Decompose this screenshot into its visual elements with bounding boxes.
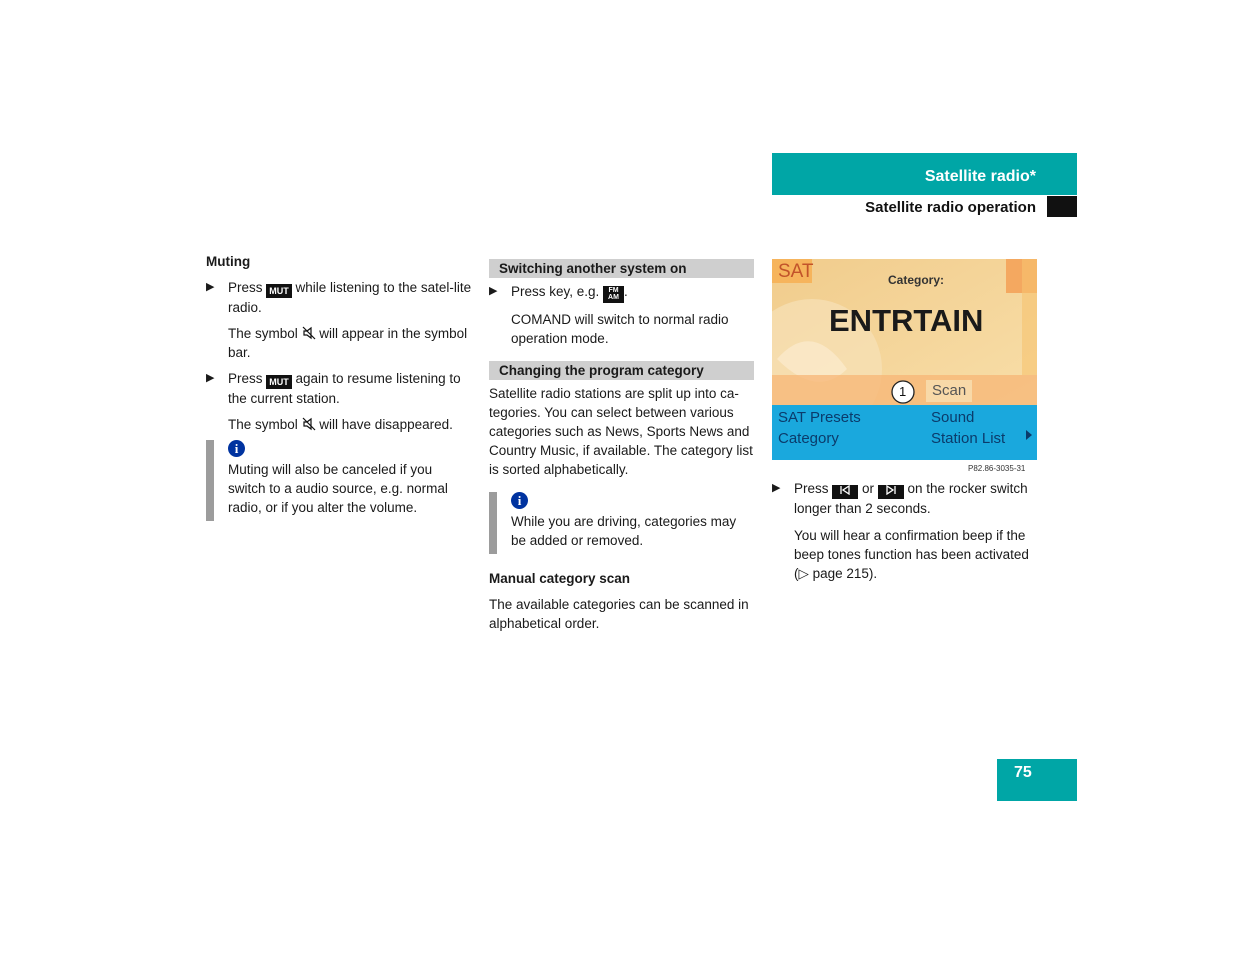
comand-screen-figure [772,259,1037,460]
page-number-tab [997,759,1077,801]
step-mute: ▶ Press MUT while listening to the satel-lite radio. [206,280,472,315]
info-icon: i [511,492,528,509]
screen-category-value: ENTRTAIN [829,303,984,338]
heading-muting: Muting [206,254,251,269]
mute-speaker-icon [302,417,316,431]
step-press-key: ▶ Press key, e.g. FM AM . [489,284,628,301]
bullet-triangle-icon: ▶ [206,372,215,384]
mute-speaker-icon [302,326,316,340]
info-text: Muting will also be canceled if you switch to a audio source, e.g. normal radio, or if you alter the volume. [228,462,448,515]
heading-change-category: Changing the program category [489,361,754,380]
info-text: While you are driving, categories may be added or removed. [511,514,737,548]
result-confirmation-beep: You will hear a confirmation beep if the beep tones function has been activated (▷ page 215). [794,528,1029,581]
screen-menu-sat-presets: SAT Presets [778,409,861,426]
skip-forward-key-icon [878,485,904,499]
fm-am-key-icon: FM AM [603,286,624,303]
result-normal-radio: COMAND will switch to normal radio operation mode. [511,312,729,346]
column-muting [206,252,472,521]
chapter-title: Satellite radio* [924,168,1036,185]
screen-menu-sound: Sound [931,409,975,426]
heading-manual-scan: Manual category scan [489,571,631,586]
section-marker [1047,196,1077,217]
screen-scan-button: Scan [932,382,967,399]
mut-key-icon: MUT [266,284,292,298]
heading-switch-system: Switching another system on [489,259,754,278]
step-rocker-switch: ▶ Press or on the rocker switch longer than 2 seconds. [772,481,1028,516]
screen-menu-category: Category [778,430,839,447]
bullet-triangle-icon: ▶ [489,285,498,297]
section-title: Satellite radio operation [865,199,1036,216]
screen-callout-number: 1 [899,384,907,399]
bullet-triangle-icon: ▶ [206,281,215,293]
chapter-tab [772,153,1077,195]
screen-category-label: Category: [888,273,945,287]
mut-key-icon: MUT [266,375,292,389]
category-description: Satellite radio stations are split up into ca-tegories. You can select between various categories such as News, Sports News and Country Music, if available. The category list is sorted alphabetically. [489,386,753,477]
info-box-muting [206,440,472,521]
note-symbol-gone: The symbol will have disappeared. [228,417,453,432]
info-icon: i [228,440,245,457]
page-number: 75 [1014,764,1032,781]
step-unmute: ▶ Press MUT again to resume listening to the current station. [206,371,461,406]
screen-mode-label: SAT [778,261,814,282]
bullet-triangle-icon: ▶ [772,482,781,494]
note-mute-symbol: The symbol will appear in the symbol bar. [228,326,468,360]
skip-back-key-icon [832,485,858,499]
figure-id: P82.86-3035-31 [968,464,1026,473]
info-box-driving [489,492,754,554]
column-category [489,259,754,633]
column-rocker [772,479,1040,583]
manual-scan-text: The available categories can be scanned in alphabetical order. [489,597,749,631]
screen-menu-station-list: Station List [931,430,1006,447]
